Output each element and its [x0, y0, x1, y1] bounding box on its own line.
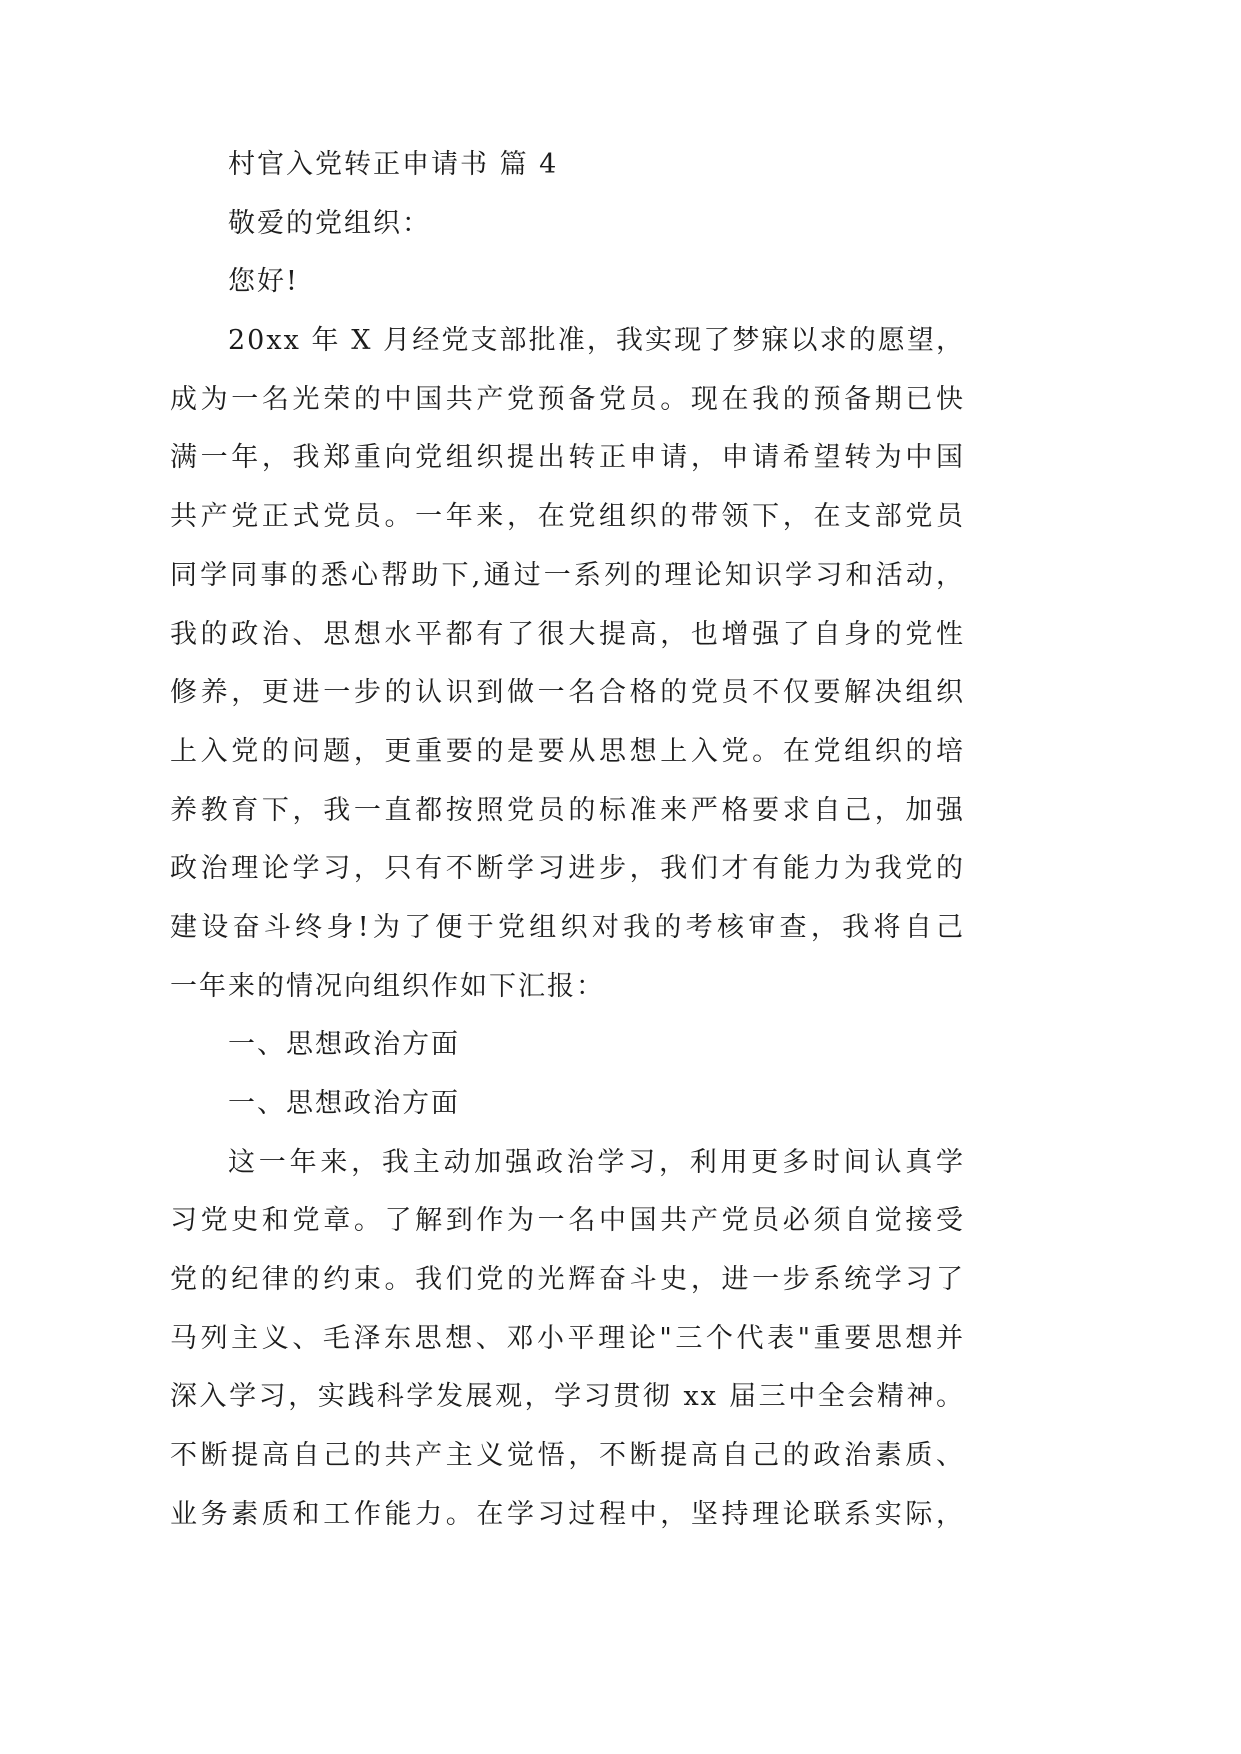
paragraph-line: 党的纪律的约束。我们党的光辉奋斗史，进一步系统学习了 — [170, 1264, 965, 1296]
greeting: 您好! — [228, 266, 299, 298]
salutation: 敬爱的党组织： — [228, 207, 431, 239]
paragraph-line: 20xx 年 X 月经党支部批准，我实现了梦寐以求的愿望， — [228, 325, 965, 357]
paragraph-line: 习党史和党章。了解到作为一名中国共产党员必须自觉接受 — [170, 1205, 965, 1237]
paragraph-line: 我的政治、思想水平都有了很大提高，也增强了自身的党性 — [170, 618, 965, 650]
paragraph-line: 建设奋斗终身!为了便于党组织对我的考核审查，我将自己 — [170, 911, 965, 943]
paragraph-line: 养教育下，我一直都按照党员的标准来严格要求自己，加强 — [170, 794, 965, 826]
paragraph-line: 同学同事的悉心帮助下,通过一系列的理论知识学习和活动， — [170, 559, 965, 591]
paragraph-line: 深入学习，实践科学发展观，学习贯彻 xx 届三中全会精神。 — [170, 1381, 965, 1413]
document-title: 村官入党转正申请书 篇 4 — [228, 149, 559, 180]
paragraph-line: 一年来的情况向组织作如下汇报： — [170, 970, 605, 1002]
section-heading: 一、思想政治方面 — [228, 1029, 460, 1061]
paragraph-line: 马列主义、毛泽东思想、邓小平理论"三个代表"重要思想并 — [170, 1322, 965, 1354]
document-body — [170, 136, 965, 1545]
section-heading: 一、思想政治方面 — [228, 1088, 460, 1119]
paragraph-application — [170, 312, 965, 1016]
paragraph-line: 共产党正式党员。一年来，在党组织的带领下，在支部党员 — [170, 501, 965, 533]
paragraph-line: 满一年，我郑重向党组织提出转正申请，申请希望转为中国 — [170, 442, 965, 474]
paragraph-line: 政治理论学习，只有不断学习进步，我们才有能力为我党的 — [170, 853, 965, 885]
paragraph-line: 成为一名光荣的中国共产党预备党员。现在我的预备期已快 — [170, 383, 965, 415]
paragraph-line: 上入党的问题，更重要的是要从思想上入党。在党组织的培 — [170, 735, 965, 767]
paragraph-line: 业务素质和工作能力。在学习过程中，坚持理论联系实际， — [170, 1498, 965, 1530]
paragraph-line: 这一年来，我主动加强政治学习，利用更多时间认真学 — [228, 1146, 965, 1178]
paragraph-line: 不断提高自己的共产主义觉悟，不断提高自己的政治素质、 — [170, 1440, 965, 1472]
paragraph-line: 修养，更进一步的认识到做一名合格的党员不仅要解决组织 — [170, 677, 965, 709]
paragraph-political-thought — [170, 1134, 965, 1545]
